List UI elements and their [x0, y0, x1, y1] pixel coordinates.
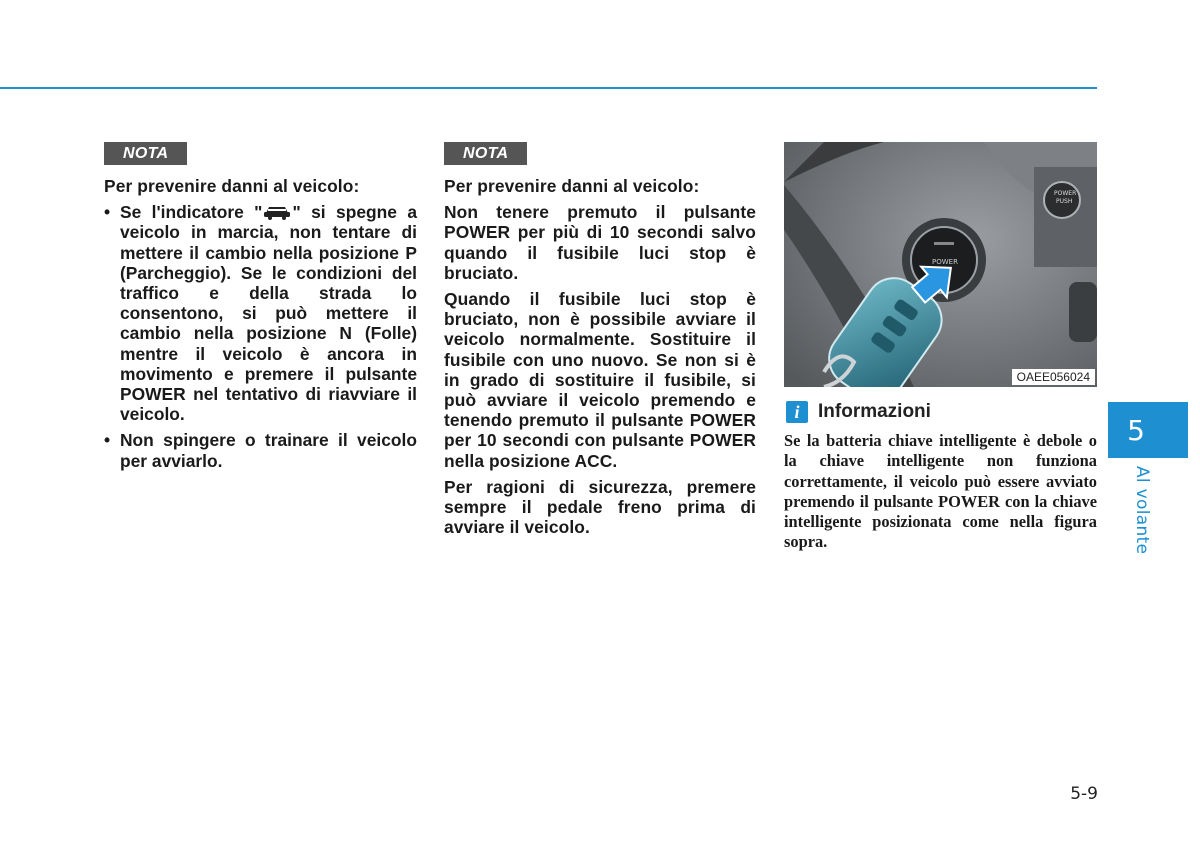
info-body: Se la batteria chiave intelligente è debole o la chiave intelligente non funziona correttamente, il veicolo può essere avviato premendo il pulsante POWER con la chiave intelligente posizionata come nella figura sopra. — [784, 431, 1097, 552]
figure-caption: OAEE056024 — [1012, 369, 1095, 385]
left-bullet-list — [104, 202, 417, 471]
bullet1-before: Se l'indicatore " — [120, 202, 263, 223]
chapter-number: 5 — [1127, 413, 1145, 447]
bullet-item-push: • Non spingere o trainare il veicolo per avviarlo. — [104, 430, 417, 470]
car-key-indicator-icon — [262, 204, 292, 220]
middle-paragraph-3: Per ragioni di sicurezza, premere sempre il pedale freno prima di avviare il veicolo. — [444, 476, 756, 538]
bullet-item-indicator — [104, 202, 417, 424]
figure-illustration — [784, 142, 1097, 387]
nota-badge: NOTA — [104, 142, 187, 165]
info-title: Informazioni — [818, 401, 931, 422]
info-header — [786, 399, 931, 425]
left-heading: Per prevenire danni al veicolo: — [104, 176, 360, 196]
top-rule — [0, 87, 1097, 89]
small-button-label-bottom: PUSH — [1056, 198, 1073, 205]
middle-heading: Per prevenire danni al veicolo: — [444, 176, 700, 196]
page-number: 5-9 — [1070, 784, 1098, 804]
nota-badge: NOTA — [444, 142, 527, 165]
chapter-label: Al volante — [1132, 466, 1152, 555]
middle-paragraph-2: Quando il fusibile luci stop è bruciato, non è possibile avviare il veicolo normalmente. Sostituire il fusibile con uno nuovo. Se non si è in grado di sostituire il fusibile, si può avviare il veicolo premendo e tenendo premuto il pulsante POWER per 10 secondi con pulsante POWER nella posizione ACC. — [444, 289, 756, 471]
info-icon: i — [786, 401, 808, 423]
bullet1-after: " si spegne a veicolo in marcia, non tentare di mettere il cambio nella posizione P (Parcheggio). Se le condizioni del traffico e della strada lo consentono, si può mettere il cambio nella posizione N (Folle) mentre il veicolo è ancora in movimento e premere il pulsante POWER nel tentativo di riavviare il veicolo. — [120, 202, 417, 425]
power-button-label: POWER — [932, 258, 958, 266]
middle-column — [444, 142, 756, 543]
left-column — [104, 142, 417, 477]
middle-paragraph-1: Non tenere premuto il pulsante POWER per più di 10 secondi salvo quando il fusibile luci stop è bruciato. — [444, 202, 756, 283]
small-button-label-top: POWER — [1054, 190, 1077, 197]
smart-key-figure — [784, 142, 1097, 387]
